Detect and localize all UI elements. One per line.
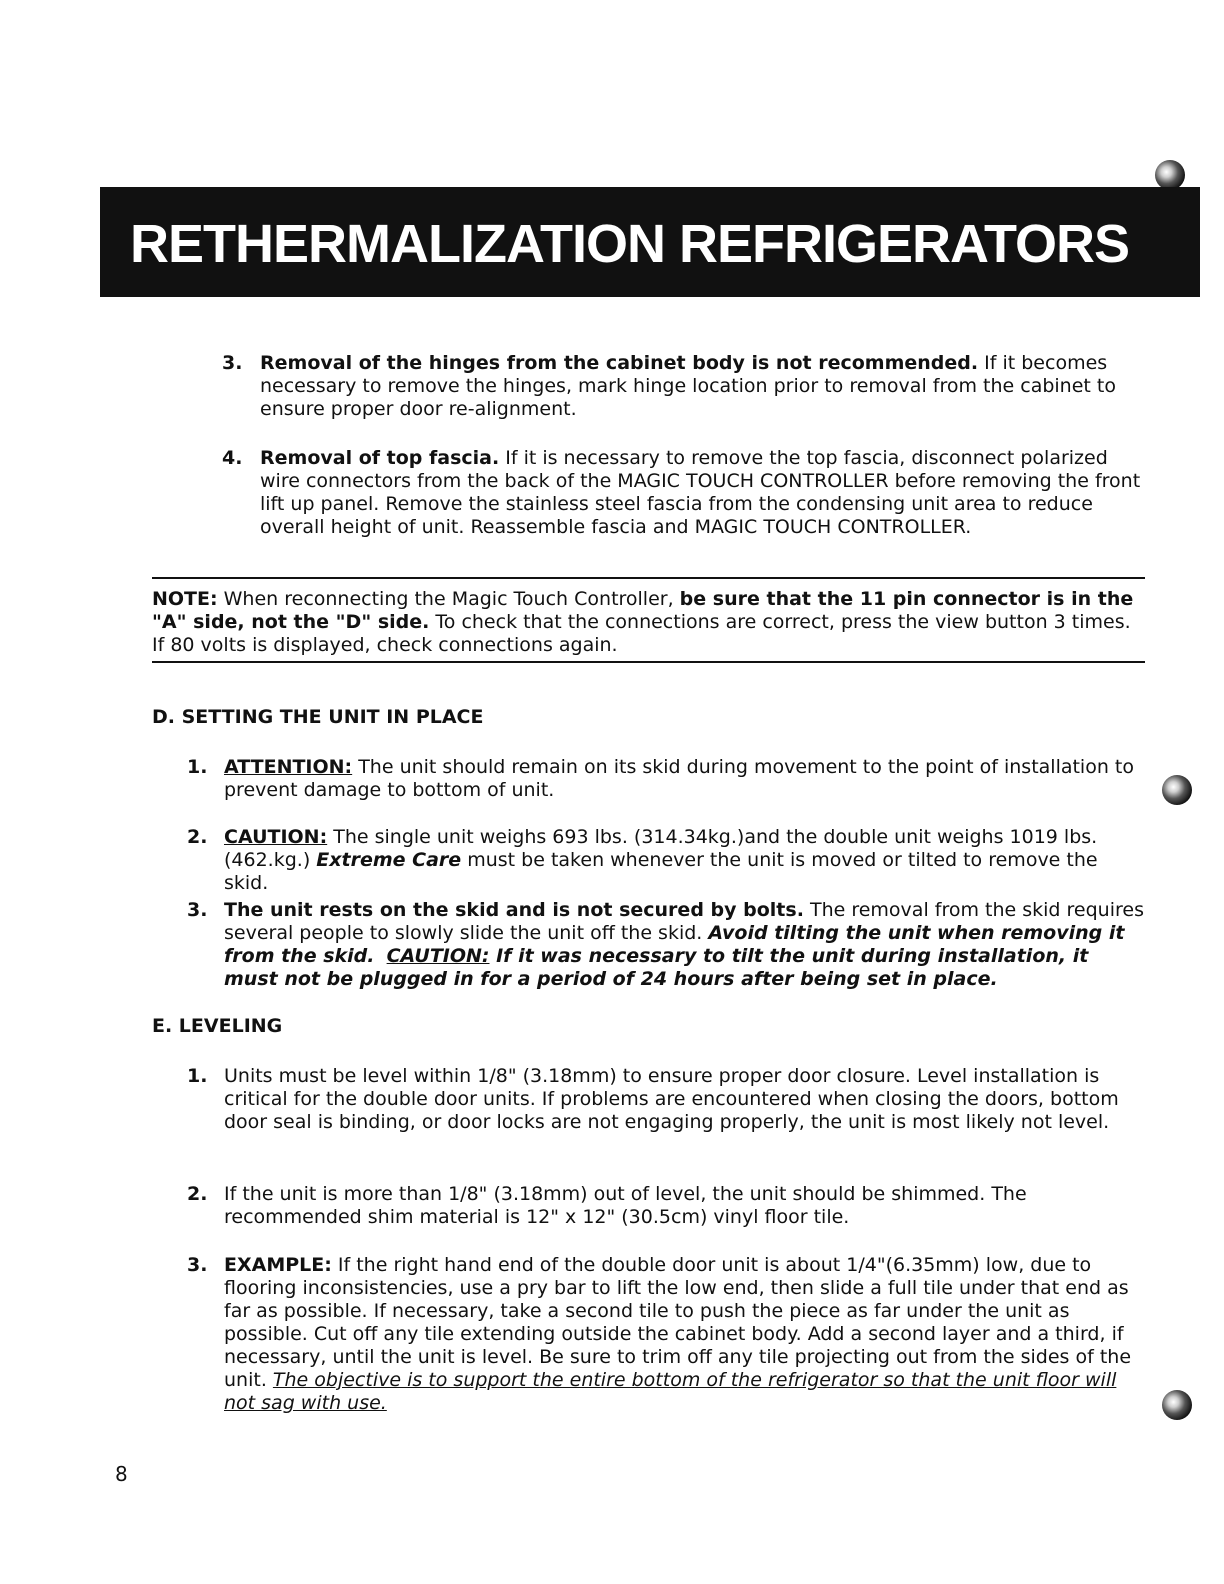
item-number: 3. xyxy=(187,1254,208,1276)
item-text-2: must be taken whenever the unit is moved or tilted to remove the skid. xyxy=(224,849,1098,894)
item-number: 4. xyxy=(222,447,243,469)
note-emphasis: be sure that the 11 pin connector is in the "A" side, not the "D" side. xyxy=(152,588,1134,633)
item-text: The single unit weighs 693 lbs. (314.34kg.)and the double unit weighs 1019 lbs. (462.kg.) xyxy=(224,826,1098,871)
title-banner xyxy=(100,187,1200,297)
item-number: 2. xyxy=(187,826,208,848)
page-title: RETHERMALIZATION REFRIGERATORS xyxy=(130,214,1129,274)
extreme-care-emphasis: Extreme Care xyxy=(316,849,462,871)
avoid-tilting-emphasis: Avoid tilting the unit when removing it from the skid. xyxy=(224,922,1125,967)
item-heading: The unit rests on the skid and is not secured by bolts. xyxy=(224,899,804,921)
item-number: 3. xyxy=(222,352,243,374)
page-number: 8 xyxy=(115,1462,128,1486)
caution-text: If it was necessary to tilt the unit during installation, it must not be plugged in for a period of 24 hours after being set in place. xyxy=(224,945,1089,990)
item-text: If it is necessary to remove the top fascia, disconnect polarized wire connectors from the back of the MAGIC TOUCH CONTROLLER before removing the front lift up panel. Remove the stainless steel fascia from the condensing unit area to reduce overall height of unit. Reassemble fascia and MAGIC TOUCH CONTROLLER. xyxy=(260,447,1141,538)
item-number: 2. xyxy=(187,1183,208,1205)
attention-label: ATTENTION: xyxy=(224,756,353,778)
section-heading-d: D. SETTING THE UNIT IN PLACE xyxy=(152,706,484,728)
item-text: If the unit is more than 1/8" (3.18mm) out of level, the unit should be shimmed. The recommended shim material is 12" x 12" (30.5cm) vinyl floor tile. xyxy=(224,1183,1027,1228)
item-heading: Removal of the hinges from the cabinet body is not recommended. xyxy=(260,352,979,374)
item-text: If the right hand end of the double door unit is about 1/4"(6.35mm) low, due to flooring inconsistencies, use a pry bar to lift the low end, then slide a full tile under that end as far as possible. If necessary, take a second tile to push the piece as far under the unit as possible. Cut off any tile extending outside the cabinet body. Add a second layer and a third, if necessary, until the unit is level. Be sure to trim off any tile projecting out from the sides of the unit. xyxy=(224,1254,1132,1391)
item-text: Units must be level within 1/8" (3.18mm) to ensure proper door closure. Level installation is critical for the double door units. If problems are encountered when closing the doors, bottom door seal is binding, or door locks are not engaging properly, the unit is most likely not level. xyxy=(224,1065,1119,1133)
note-rule-top xyxy=(152,577,1145,579)
punch-hole-top xyxy=(1155,160,1185,190)
item-text: The removal from the skid requires several people to slowly slide the unit off the skid. xyxy=(224,899,1144,944)
item-number: 1. xyxy=(187,756,208,778)
caution-label: CAUTION: xyxy=(224,826,328,848)
item-heading: Removal of top fascia. xyxy=(260,447,500,469)
item-text: The unit should remain on its skid during movement to the point of installation to prevent damage to bottom of unit. xyxy=(224,756,1134,801)
objective-underlined: The objective is to support the entire bottom of the refrigerator so that the unit floor will not sag with use. xyxy=(224,1369,1117,1414)
note-rule-bottom xyxy=(152,661,1145,663)
note-text-2: To check that the connections are correct, press the view button 3 times. If 80 volts is displayed, check connections again. xyxy=(152,611,1131,656)
item-text: If it becomes necessary to remove the hinges, mark hinge location prior to removal from the cabinet to ensure proper door re-alignment. xyxy=(260,352,1116,420)
item-number: 1. xyxy=(187,1065,208,1087)
example-label: EXAMPLE: xyxy=(224,1254,332,1276)
punch-hole-middle xyxy=(1162,775,1192,805)
item-number: 3. xyxy=(187,899,208,921)
section-heading-e: E. LEVELING xyxy=(152,1015,283,1037)
caution-label: CAUTION: xyxy=(386,945,490,967)
note-block xyxy=(152,588,1147,657)
punch-hole-bottom xyxy=(1162,1390,1192,1420)
note-label: NOTE: xyxy=(152,588,218,610)
note-text: When reconnecting the Magic Touch Controller, xyxy=(217,588,680,610)
